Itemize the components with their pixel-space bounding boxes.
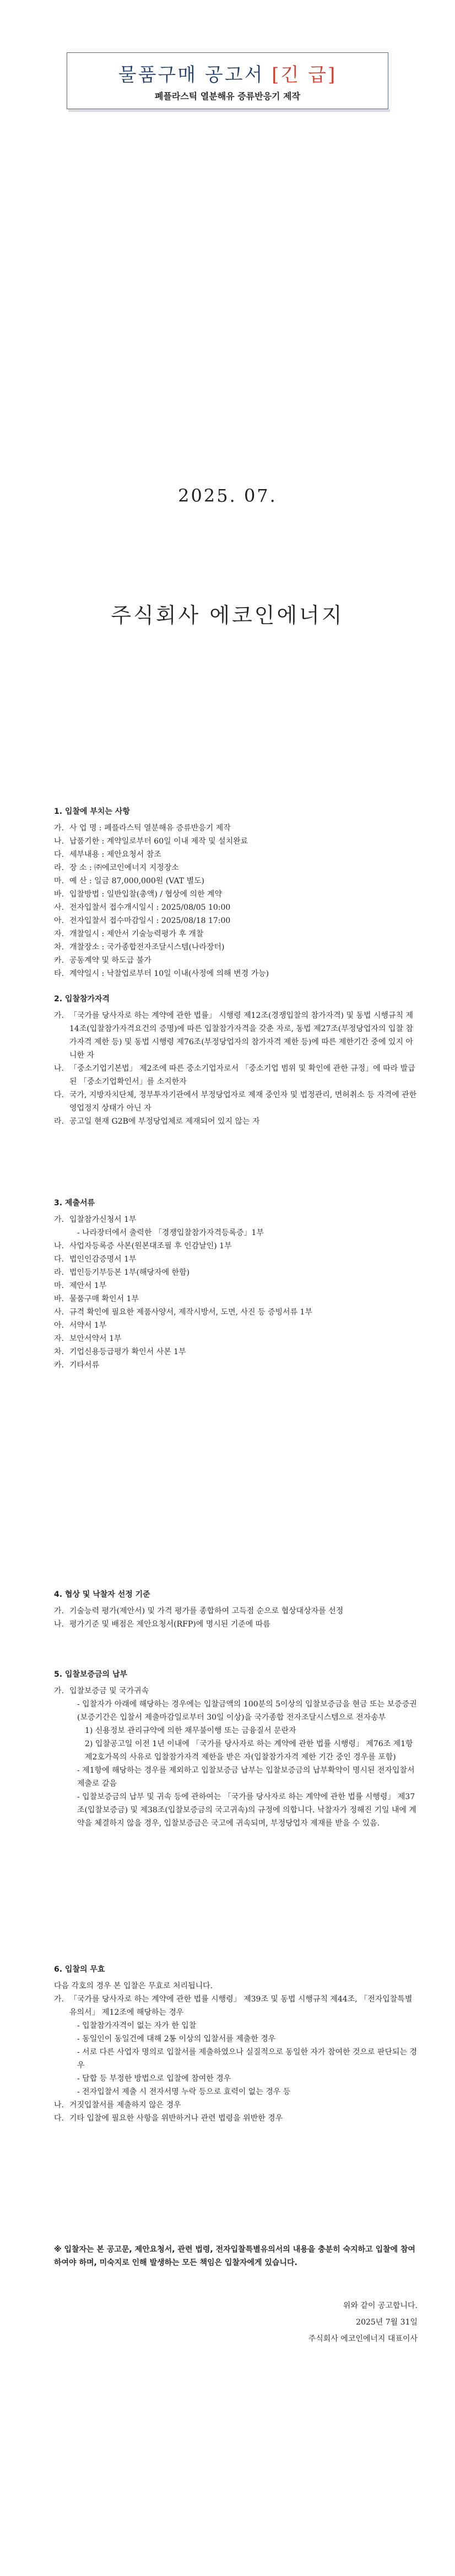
list-item — [54, 2085, 418, 2099]
item-marker: 나. — [54, 2101, 64, 2110]
list-item — [54, 2112, 418, 2125]
item-marker: 카. — [54, 1361, 64, 1370]
item-text: - 담합 등 부정한 방법으로 입찰에 참여한 경우 — [77, 2074, 231, 2083]
section-items — [54, 1684, 418, 1830]
item-text: 전자입찰서 접수마감일시 : 2025/08/18 17:00 — [69, 916, 231, 925]
item-text: 「중소기업기본법」 제2조에 따른 중소기업자로서 「중소기업 범위 및 확인에 관한 규정」에 따라 발급된 「중소기업확인서」를 소지한자 — [69, 1064, 415, 1086]
item-text: 「국가를 당사자로 하는 계약에 관한 법률」 시행령 제12조(경쟁입찰의 참가자격) 및 동법 시행규칙 제14조(입찰참가자격요건의 증명)에 따른 입찰참가자격을 갖춘 자로, 동법 제27조(부정당업자의 입찰 참가자격 제한 등) 및 동법 시행령 제76조(부정당업자의 참가자격 제한 등)에 따른 제한기간 중에 있지 아니한 자 — [69, 1011, 414, 1060]
item-marker: 마. — [54, 1281, 64, 1290]
list-item — [54, 1226, 418, 1239]
item-marker: 사. — [54, 1308, 64, 1317]
item-text: 평가기준 및 배점은 제안요청서(RFP)에 명시된 기준에 따름 — [69, 1620, 270, 1629]
item-text: 사 업 명 : 폐플라스틱 열분해유 증류반응기 제작 — [69, 824, 231, 833]
item-text: - 제1항에 해당하는 경우를 제외하고 입찰보증금 납부는 입찰보증금의 납부확약이 명시된 전자입찰서 제출로 갈음 — [77, 1766, 415, 1788]
list-item — [54, 927, 418, 941]
item-marker: 차. — [54, 1348, 64, 1356]
item-text: 공동계약 및 하도급 불가 — [69, 956, 151, 965]
list-item — [54, 1319, 418, 1332]
item-text: 국가, 지방자치단체, 정부투자기관에서 부정당업자로 제재 중인자 및 법정관리, 면허취소 등 자격에 관한 영업정지 상태가 아닌 자 — [69, 1091, 417, 1113]
notice-text: ※ 입찰자는 본 공고문, 제안요청서, 관련 법령, 전자입찰특별유의서의 내용을 충분히 숙지하고 입찰에 참여하여야 하며, 미숙지로 인해 발생하는 모든 책임은 입찰자에게 있습니다. — [54, 2245, 416, 2267]
company-name: 주식회사 에코인에너지 — [111, 603, 344, 627]
list-item — [54, 2019, 418, 2032]
item-text: - 서로 다른 사업자 명의로 입찰서를 제출하였으나 실질적으로 동일한 자가 참여한 것으로 판단되는 경우 — [77, 2048, 418, 2070]
item-marker: 나. — [54, 837, 64, 846]
list-item — [54, 1604, 418, 1618]
item-text: 거짓입찰서를 제출하지 않은 경우 — [69, 2101, 181, 2110]
urgent-badge: [긴 급] — [272, 64, 337, 86]
list-item — [54, 1332, 418, 1345]
list-item — [54, 861, 418, 874]
section-1 — [54, 805, 418, 980]
item-text: 공고일 현재 G2B에 부정당업체로 제재되어 있지 않는 자 — [69, 1117, 260, 1126]
item-text: 납품기한 : 계약일로부터 60일 이내 제작 및 설치완료 — [69, 837, 248, 846]
item-text: 기업신용등급평가 확인서 사본 1부 — [69, 1348, 186, 1356]
list-item — [54, 874, 418, 888]
section-heading: 6. 입찰의 무효 — [54, 1965, 105, 1974]
item-text: 입찰방법 : 일반입찰(총액) / 협상에 의한 계약 — [69, 890, 222, 899]
item-text: 세부내용 : 제안요청서 참조 — [69, 850, 161, 859]
item-text: - 입찰자가 아래에 해당하는 경우에는 입찰금액의 100분의 5이상의 입찰보증금을 현금 또는 보증증권(보증기간은 입찰서 제출마감일로부터 30일 이상)을 국가종합 전자조달시스템으로 전자송부 — [77, 1700, 417, 1722]
section-5 — [54, 1668, 418, 1830]
list-item — [54, 888, 418, 901]
section-heading: 2. 입찰참가자격 — [54, 995, 110, 1003]
closing-line-1: 위와 같이 공고합니다. — [343, 2301, 418, 2310]
list-item — [54, 967, 418, 980]
item-marker: 가. — [54, 1687, 64, 1695]
list-item — [54, 822, 418, 835]
title-box — [67, 52, 388, 109]
item-text: 2) 입찰공고일 이전 1년 이내에 「국가를 당사자로 하는 계약에 관한 법률 시행령」 제76조 제1항 제2호가목의 사유로 입찰참가자격 제한을 받은 자(입찰참가자격 제한 기간 중인 경우를 포함) — [85, 1740, 413, 1762]
list-item — [54, 2099, 418, 2112]
item-marker: 사. — [54, 903, 64, 912]
list-item — [54, 1359, 418, 1372]
item-text: 법인등기부등본 1부(해당자에 한함) — [69, 1268, 190, 1277]
item-text: 예 산 : 일금 87,000,000원 (VAT 별도) — [69, 877, 205, 886]
item-text: - 전자입찰서 제출 시 전자서명 누락 등으로 효력이 없는 경우 등 — [77, 2087, 291, 2096]
list-item — [54, 1790, 418, 1830]
item-marker: 아. — [54, 1321, 64, 1330]
section-heading: 1. 입찰에 부치는 사항 — [54, 807, 130, 816]
item-marker: 바. — [54, 1295, 64, 1303]
item-marker: 다. — [54, 2114, 64, 2123]
list-item — [54, 848, 418, 861]
list-item — [54, 2072, 418, 2085]
item-marker: 가. — [54, 1215, 64, 1224]
section-6 — [54, 1963, 418, 2125]
item-text: 「국가를 당사자로 하는 계약에 관한 법률 시행령」 제39조 및 동법 시행규칙 제44조, 「전자입찰특별유의서」 제12조에 해당하는 경우 — [69, 1995, 413, 2017]
item-text: 물품구매 확인서 1부 — [69, 1295, 139, 1303]
list-item — [54, 941, 418, 954]
list-item — [54, 1213, 418, 1226]
list-item — [54, 954, 418, 967]
item-text: 사업자등록증 사본(원본대조필 후 인감날인) 1부 — [69, 1242, 232, 1251]
item-marker: 라. — [54, 1268, 64, 1277]
item-marker: 타. — [54, 969, 64, 978]
list-item — [54, 1292, 418, 1306]
item-text: - 입찰참가자격이 없는 자가 한 입찰 — [77, 2021, 197, 2030]
item-marker: 카. — [54, 956, 64, 965]
list-item — [54, 1684, 418, 1698]
item-marker: 가. — [54, 1995, 64, 2004]
item-text: 개찰장소 : 국가종합전자조달시스템(나라장터) — [69, 943, 225, 952]
item-marker: 아. — [54, 916, 64, 925]
item-text: 기타 입찰에 필요한 사항을 위반하거나 관련 법령을 위반한 경우 — [69, 2114, 283, 2123]
item-text: 서약서 1부 — [69, 1321, 107, 1330]
item-text: 입찰보증금 및 국가귀속 — [69, 1687, 149, 1695]
list-item — [54, 1345, 418, 1359]
list-item — [54, 2046, 418, 2072]
section-items — [54, 1604, 418, 1631]
list-item — [54, 1239, 418, 1253]
list-item — [54, 1724, 418, 1737]
list-item — [54, 1253, 418, 1266]
title-main: 물품구매 공고서 — [118, 64, 264, 86]
item-marker: 가. — [54, 1607, 64, 1616]
list-item — [54, 1993, 418, 2019]
item-text: - 나라장터에서 출력한 「경쟁입찰참가자격등록증」1부 — [77, 1228, 264, 1237]
closing-signature: 주식회사 에코인에너지 대표이사 — [308, 2334, 418, 2343]
item-text: 규격 확인에 필요한 제품사양서, 제작시방서, 도면, 사진 등 증빙서류 1부 — [69, 1308, 312, 1317]
item-marker: 가. — [54, 824, 64, 833]
section-4 — [54, 1588, 418, 1631]
section-items — [54, 1009, 418, 1128]
item-marker: 나. — [54, 1064, 64, 1073]
item-text: 법인인감증명서 1부 — [69, 1255, 137, 1264]
item-marker: 라. — [54, 1117, 64, 1126]
item-marker: 나. — [54, 1620, 64, 1629]
item-marker: 자. — [54, 1334, 64, 1343]
item-text: 개찰일시 : 제안서 기술능력평가 후 개찰 — [69, 930, 204, 938]
list-item — [54, 901, 418, 914]
item-marker: 나. — [54, 1242, 64, 1251]
item-text: 장 소 : ㈜에코인에너지 지정장소 — [69, 863, 179, 872]
item-marker: 자. — [54, 930, 64, 938]
page-subtitle: 폐플라스틱 열분해유 증류반응기 제작 — [154, 91, 300, 101]
item-text: 기술능력 평가(제안서) 및 가격 평가를 종합하여 고득점 순으로 협상대상자를 선정 — [69, 1607, 344, 1616]
list-item — [54, 1698, 418, 1724]
item-text: 기타서류 — [69, 1361, 100, 1370]
section-items — [54, 1993, 418, 2125]
list-item — [54, 1737, 418, 1764]
item-marker: 다. — [54, 1255, 64, 1264]
item-marker: 바. — [54, 890, 64, 899]
list-item — [54, 1266, 418, 1279]
item-marker: 가. — [54, 1011, 64, 1020]
item-text: 입찰참가신청서 1부 — [69, 1215, 137, 1224]
section-heading: 5. 입찰보증금의 납부 — [54, 1670, 127, 1679]
list-item — [54, 1062, 418, 1088]
item-text: 1) 신용정보 관리규약에 의한 채무불이행 또는 금융질서 문란자 — [85, 1726, 296, 1735]
list-item — [54, 914, 418, 927]
item-text: - 동일인이 동일건에 대해 2통 이상의 입찰서를 제출한 경우 — [77, 2035, 276, 2043]
item-text: - 입찰보증금의 납부 및 귀속 등에 관하여는 「국가를 당사자로 하는 계약에 관한 법률 시행령」 제37조(입찰보증금) 및 제38조(입찰보증금의 국고귀속)의 규정에 의합니다. 낙찰자가 정해진 기일 내에 계약을 체결하지 않을 경우, 입찰보증금은 국고에 귀속되며, 부정당업자 제재를 받을 수 있음. — [77, 1793, 417, 1828]
title-shadow — [68, 109, 390, 112]
list-item — [54, 2032, 418, 2046]
list-item — [54, 1115, 418, 1128]
list-item — [54, 835, 418, 848]
section-heading: 4. 협상 및 낙찰자 선정 기준 — [54, 1590, 150, 1599]
list-item — [54, 1088, 418, 1115]
item-marker: 마. — [54, 877, 64, 886]
page-title — [67, 60, 388, 87]
list-item — [54, 1618, 418, 1631]
closing-date: 2025년 7월 31일 — [356, 2318, 418, 2327]
announcement-date: 2025. 07. — [178, 485, 277, 506]
item-marker: 라. — [54, 863, 64, 872]
list-item — [54, 1306, 418, 1319]
section-items — [54, 1213, 418, 1372]
section-2 — [54, 992, 418, 1128]
item-marker: 차. — [54, 943, 64, 952]
list-item — [54, 1009, 418, 1062]
section-intro: 다음 각호의 경우 본 입찰은 무효로 처리됩니다. — [54, 1982, 213, 1990]
item-marker: 다. — [54, 1091, 64, 1099]
item-marker: 다. — [54, 850, 64, 859]
section-3 — [54, 1196, 418, 1372]
item-text: 보안서약서 1부 — [69, 1334, 122, 1343]
list-item — [54, 1764, 418, 1790]
item-text: 제안서 1부 — [69, 1281, 107, 1290]
section-heading: 3. 제출서류 — [54, 1199, 95, 1208]
list-item — [54, 1279, 418, 1292]
item-text: 계약일시 : 낙찰업로부터 10일 이내(사정에 의해 변경 가능) — [69, 969, 269, 978]
section-items — [54, 822, 418, 980]
item-text: 전자입찰서 접수개시일시 : 2025/08/05 10:00 — [69, 903, 231, 912]
